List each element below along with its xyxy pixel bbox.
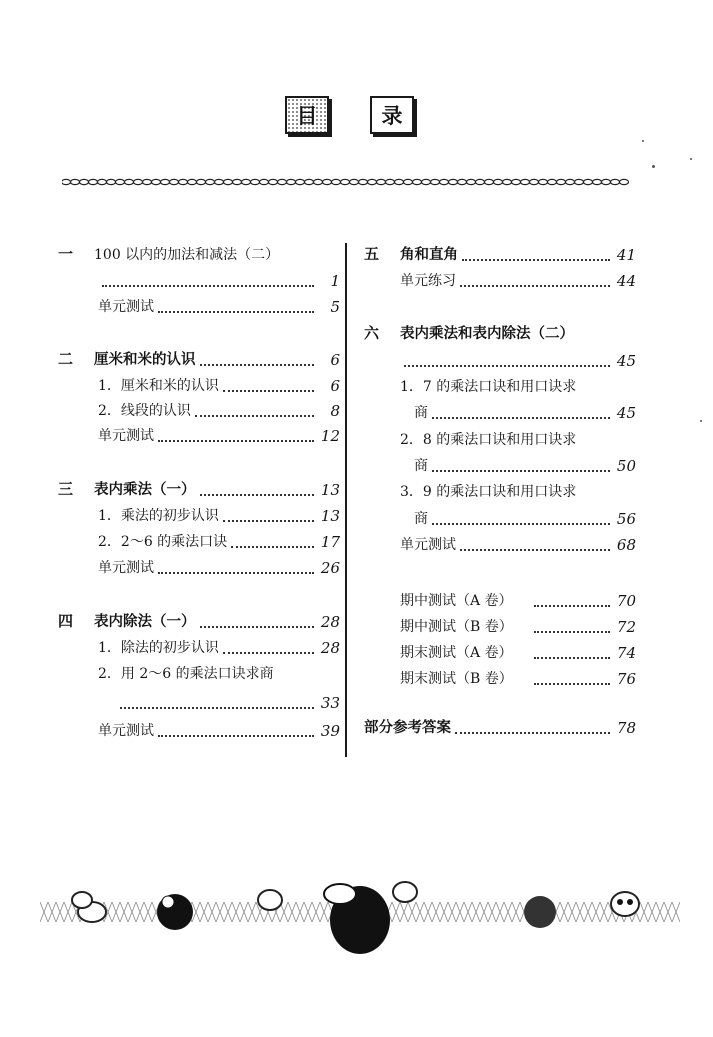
entry-title: 单元练习	[400, 273, 456, 289]
entry-title: 单元测试	[98, 299, 154, 315]
dot-leader	[120, 706, 314, 709]
unit-title: 表内除法（一）	[94, 614, 196, 630]
toc-entry-exam[interactable]	[364, 616, 636, 636]
toc-entry-unit-test[interactable]	[58, 720, 340, 740]
toc-entry-unit-4[interactable]	[58, 611, 340, 631]
scan-speck	[690, 158, 692, 160]
page-number: 8	[330, 402, 340, 420]
unit-number: 一	[58, 245, 74, 263]
unit-title: 100 以内的加法和减法（二）	[94, 247, 280, 263]
toc-entry-unit-2[interactable]	[58, 349, 340, 369]
toc-entry-exam[interactable]	[364, 668, 636, 688]
title-char-mu	[285, 96, 329, 134]
page-number: 39	[320, 722, 340, 740]
chain-divider	[62, 174, 632, 190]
toc-entry-unit-1[interactable]	[58, 244, 340, 264]
insect-illustrations	[72, 882, 639, 954]
toc-entry-section[interactable]	[58, 505, 340, 525]
dot-leader	[158, 571, 314, 574]
page-number: 28	[320, 613, 340, 631]
toc-entry-answers[interactable]	[364, 717, 636, 737]
toc-entry-unit-test[interactable]	[364, 534, 636, 554]
dot-leader	[158, 734, 314, 737]
toc-entry-section[interactable]	[58, 663, 340, 683]
page-number: 74	[616, 644, 636, 662]
unit-title: 表内乘法和表内除法（二）	[400, 326, 574, 342]
entry-title: 1．除法的初步认识	[98, 640, 219, 656]
dot-leader	[455, 731, 610, 734]
dot-leader	[200, 625, 315, 628]
entry-title: 3．9 的乘法口诀和用口诀求	[400, 484, 577, 500]
entry-title: 部分参考答案	[364, 720, 451, 736]
dot-leader	[200, 363, 315, 366]
page-number: 12	[320, 427, 340, 445]
column-divider	[345, 243, 347, 757]
page-number: 72	[616, 618, 636, 636]
dot-leader	[223, 389, 314, 392]
title-char-2: 录	[381, 104, 403, 128]
toc-entry-section[interactable]	[58, 375, 340, 395]
dot-leader	[460, 548, 610, 551]
dot-leader	[200, 493, 315, 496]
toc-entry-section-cont[interactable]	[364, 455, 636, 475]
dot-leader	[195, 414, 314, 417]
title-char-lu	[370, 96, 414, 134]
entry-title: 1．厘米和米的认识	[98, 378, 219, 394]
toc-entry-unit-6-page[interactable]	[364, 350, 636, 370]
dot-leader	[534, 656, 610, 659]
unit-number: 二	[58, 350, 74, 368]
dot-leader	[432, 469, 610, 472]
toc-entry-section[interactable]	[364, 376, 636, 396]
toc-entry-section[interactable]	[364, 429, 636, 449]
decorative-insect-border	[40, 872, 680, 962]
page-number: 45	[616, 404, 636, 422]
entry-title: 期中测试（B 卷）	[400, 619, 513, 635]
toc-entry-section[interactable]	[58, 531, 340, 551]
unit-title: 厘米和米的认识	[94, 352, 196, 368]
page-number: 45	[616, 352, 636, 370]
dot-leader	[432, 522, 610, 525]
dot-leader	[534, 630, 610, 633]
toc-entry-unit-3[interactable]	[58, 479, 340, 499]
entry-title: 单元测试	[98, 560, 154, 576]
scan-speck	[652, 165, 655, 168]
scan-speck	[700, 420, 702, 422]
page-number: 41	[616, 246, 636, 264]
page-number: 70	[616, 592, 636, 610]
dot-leader	[158, 310, 314, 313]
toc-entry-unit-practice[interactable]	[364, 270, 636, 290]
toc-entry-exam[interactable]	[364, 642, 636, 662]
dot-leader	[223, 519, 314, 522]
unit-title: 角和直角	[400, 247, 458, 263]
dot-leader	[432, 416, 610, 419]
entry-title: 2．用 2～6 的乘法口诀求商	[98, 666, 274, 682]
toc-entry-unit-test[interactable]	[58, 425, 340, 445]
entry-title: 2．8 的乘法口诀和用口诀求	[400, 432, 577, 448]
dot-leader	[404, 364, 610, 367]
unit-number: 三	[58, 480, 74, 498]
dot-leader	[223, 651, 314, 654]
entry-title: 1．7 的乘法口诀和用口诀求	[400, 379, 577, 395]
scan-speck	[642, 140, 644, 142]
page-number: 6	[330, 351, 340, 369]
page-number: 76	[616, 670, 636, 688]
entry-title: 商	[414, 405, 428, 421]
dot-leader	[158, 439, 314, 442]
page-number: 50	[616, 457, 636, 475]
dot-leader	[462, 258, 610, 261]
entry-title: 2．线段的认识	[98, 403, 191, 419]
page-number: 78	[616, 719, 636, 737]
unit-number: 六	[364, 324, 380, 342]
page-number: 1	[330, 272, 340, 290]
dot-leader	[102, 284, 314, 287]
entry-title: 商	[414, 511, 428, 527]
page-number: 68	[616, 536, 636, 554]
page-number: 17	[320, 533, 340, 551]
toc-entry-exam[interactable]	[364, 590, 636, 610]
unit-number: 五	[364, 245, 380, 263]
page-number: 44	[616, 272, 636, 290]
toc-entry-section-cont[interactable]	[364, 402, 636, 422]
entry-title: 单元测试	[98, 723, 154, 739]
dot-leader	[534, 682, 610, 685]
page-number: 28	[320, 639, 340, 657]
entry-title: 单元测试	[98, 428, 154, 444]
entry-title: 期末测试（B 卷）	[400, 671, 513, 687]
page-number: 26	[320, 559, 340, 577]
unit-title: 表内乘法（一）	[94, 482, 196, 498]
toc-entry-section-page[interactable]	[58, 692, 340, 712]
entry-title: 期末测试（A 卷）	[400, 645, 513, 661]
entry-title: 商	[414, 458, 428, 474]
dot-leader	[231, 545, 314, 548]
toc-entry-unit-6[interactable]	[364, 323, 636, 343]
toc-entry-unit-1-page[interactable]	[58, 270, 340, 290]
toc-entry-unit-test[interactable]	[58, 296, 340, 316]
page-number: 5	[330, 298, 340, 316]
unit-number: 四	[58, 612, 74, 630]
entry-title: 1．乘法的初步认识	[98, 508, 219, 524]
page-number: 13	[320, 507, 340, 525]
page-number: 6	[330, 377, 340, 395]
dot-leader	[460, 284, 610, 287]
toc-entry-section-cont[interactable]	[364, 508, 636, 528]
entry-title: 2．2～6 的乘法口诀	[98, 534, 228, 550]
toc-entry-unit-5[interactable]	[364, 244, 636, 264]
toc-entry-unit-test[interactable]	[58, 557, 340, 577]
page-number: 56	[616, 510, 636, 528]
entry-title: 单元测试	[400, 537, 456, 553]
toc-entry-section[interactable]	[364, 481, 636, 501]
dot-leader	[534, 604, 610, 607]
page-number: 13	[320, 481, 340, 499]
toc-entry-section[interactable]	[58, 400, 340, 420]
toc-entry-section[interactable]	[58, 637, 340, 657]
page-number: 33	[320, 694, 340, 712]
entry-title: 期中测试（A 卷）	[400, 593, 513, 609]
title-char-1: 目	[296, 104, 318, 128]
